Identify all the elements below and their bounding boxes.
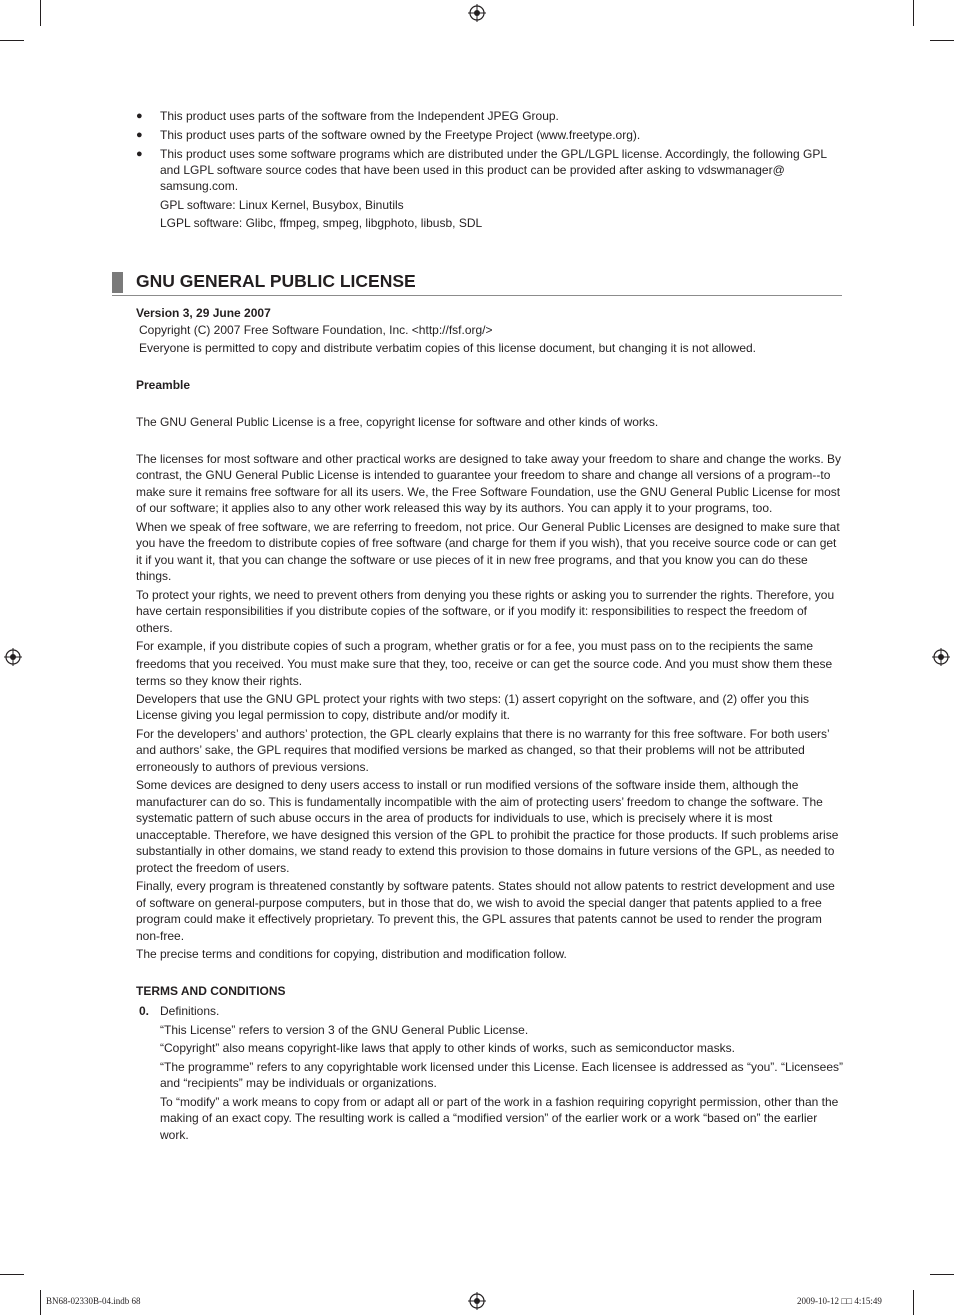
- definition-title: Definitions.: [160, 1004, 220, 1018]
- paragraph: Developers that use the GNU GPL protect your rights with two steps: (1) assert copyright on the software, and (2) offer you this License giving you legal permission to copy, distribute and/or modify it.: [136, 691, 809, 722]
- crop-mark: [0, 40, 24, 41]
- section-title: GNU GENERAL PUBLIC LICENSE: [136, 271, 416, 291]
- definition-lines: [136, 1022, 844, 1144]
- registration-mark-icon: [932, 648, 950, 666]
- bullet-icon: ●: [136, 110, 143, 122]
- preamble-heading: Preamble: [136, 377, 191, 392]
- definition-number: 0.: [139, 1004, 150, 1018]
- crop-mark: [0, 1274, 24, 1275]
- list-item: ● This product uses parts of the software owned by the Freetype Project (www.freetype.org).: [136, 128, 641, 142]
- notice-block: [136, 108, 842, 233]
- crop-mark: [930, 40, 954, 41]
- paragraph: When we speak of free software, we are referring to freedom, not price. Our General Public Licenses are designed to make sure that you have the freedom to distribute copies of free software (and charge for them if you wish), that you receive source code or can get it if you want it, that you can change the software or use pieces of it in new free programs, and that you know you can do these things.: [136, 519, 840, 583]
- copyright-line: Copyright (C) 2007 Free Software Foundation, Inc. <http://fsf.org/>: [139, 322, 493, 337]
- gpl-software-list: GPL software: Linux Kernel, Busybox, Binutils: [160, 198, 404, 212]
- bullet-icon: ●: [136, 129, 143, 141]
- lgpl-software-list: LGPL software: Glibc, ffmpeg, smpeg, libgphoto, libusb, SDL: [160, 216, 483, 230]
- section-header: [112, 270, 842, 296]
- list-item: ● This product uses parts of the software from the Independent JPEG Group.: [136, 109, 559, 123]
- registration-mark-icon: [4, 648, 22, 666]
- permission-line: Everyone is permitted to copy and distribute verbatim copies of this license document, but changing it is not allowed.: [139, 341, 756, 355]
- crop-mark: [930, 1274, 954, 1275]
- bullet-list: [136, 108, 842, 194]
- paragraph: Finally, every program is threatened constantly by software patents. States should not allow patents to restrict development and use of software on general-purpose computers, but in those that do, we wish to avoid the special danger that patents applied to a free program could make it effectively proprietary. To prevent this, the GPL assures that patents cannot be used to render the program non-free.: [136, 879, 835, 943]
- paragraph: For the developers’ and authors’ protection, the GPL clearly explains that there is no warranty for this free software. For both users’ and authors’ sake, the GPL requires that modified versions be marked as changed, so that their problems will not be attributed erroneously to authors of previous versions.: [136, 726, 830, 774]
- list-item: ● This product uses some software programs which are distributed under the GPL/LGPL license. Accordingly, the following GPL and LGPL software source codes that have been used in this product can be provided after asking to vdswmanager@ samsung.com.: [136, 147, 827, 193]
- preamble-intro: The GNU General Public License is a free, copyright license for software and other kinds of works.: [136, 415, 659, 429]
- definition-line: To “modify” a work means to copy from or adapt all or part of the work in a fashion requiring copyright permission, other than the making of an exact copy. The resulting work is called a “modified version” of the earlier work or a work “based on” the earlier work.: [160, 1094, 839, 1142]
- definition-line: “This License” refers to version 3 of the GNU General Public License.: [160, 1022, 529, 1037]
- paragraph: For example, if you distribute copies of such a program, whether gratis or for a fee, you must pass on to the recipients the same freedoms that you received. You must make sure that they, too, receive or can get the source code. And you must show them these terms so they know their rights.: [136, 639, 833, 688]
- crop-mark: [40, 0, 41, 26]
- paragraph: The licenses for most software and other practical works are designed to take away your freedom to share and change the works. By contrast, the GNU General Public License is intended to guarantee your freedom to share and change all versions of a program--to make sure it remains free software for all its users. We, the Free Software Foundation, use the GNU General Public License for most of our software; it applies also to any other work released this way by its authors. You can apply it to your programs, too.: [136, 451, 842, 515]
- paragraph: To protect your rights, we need to prevent others from denying you these rights or asking you to surrender the rights. Therefore, you have certain responsibilities if you distribute copies of the software, or if you modify it: responsibilities to respect the freedom of others.: [136, 587, 835, 635]
- footer-file: BN68-02330B-04.indb 68: [46, 1296, 141, 1306]
- section-bar: [112, 272, 123, 293]
- definition-item: [136, 1003, 844, 1020]
- license-body: [136, 305, 844, 1143]
- paragraph: Some devices are designed to deny users access to install or run modified versions of the software inside them, although the manufacturer can do so. This is fundamentally incompatible with the aim of protecting users’ freedom to change the software. The systematic pattern of such abuse occurs in the area of products for individuals to use, which is precisely where it is most unacceptable. Therefore, we have designed this version of the GPL to prohibit the practice for those products. If such problems arise substantially in other domains, we stand ready to extend this provision to those domains in future versions of the GPL, as needed to protect the freedom of users.: [136, 778, 839, 875]
- registration-mark-icon: [468, 1292, 486, 1310]
- crop-mark: [40, 1290, 41, 1315]
- definition-line: “The programme” refers to any copyrightable work licensed under this License. Each licensee is addressed as “you”. “Licensees” and “recipients” may be individuals or organizations.: [160, 1059, 843, 1090]
- paragraph: The precise terms and conditions for copying, distribution and modification follow.: [136, 947, 567, 961]
- footer-timestamp: 2009-10-12 □□ 4:15:49: [797, 1296, 882, 1306]
- crop-mark: [913, 0, 914, 26]
- registration-mark-icon: [468, 4, 486, 22]
- definition-line: “Copyright” also means copyright-like laws that apply to other kinds of works, such as semiconductor masks.: [160, 1041, 735, 1055]
- crop-mark: [913, 1290, 914, 1315]
- terms-heading: TERMS AND CONDITIONS: [136, 983, 286, 998]
- bullet-icon: ●: [136, 148, 143, 160]
- version-line: Version 3, 29 June 2007: [136, 306, 271, 320]
